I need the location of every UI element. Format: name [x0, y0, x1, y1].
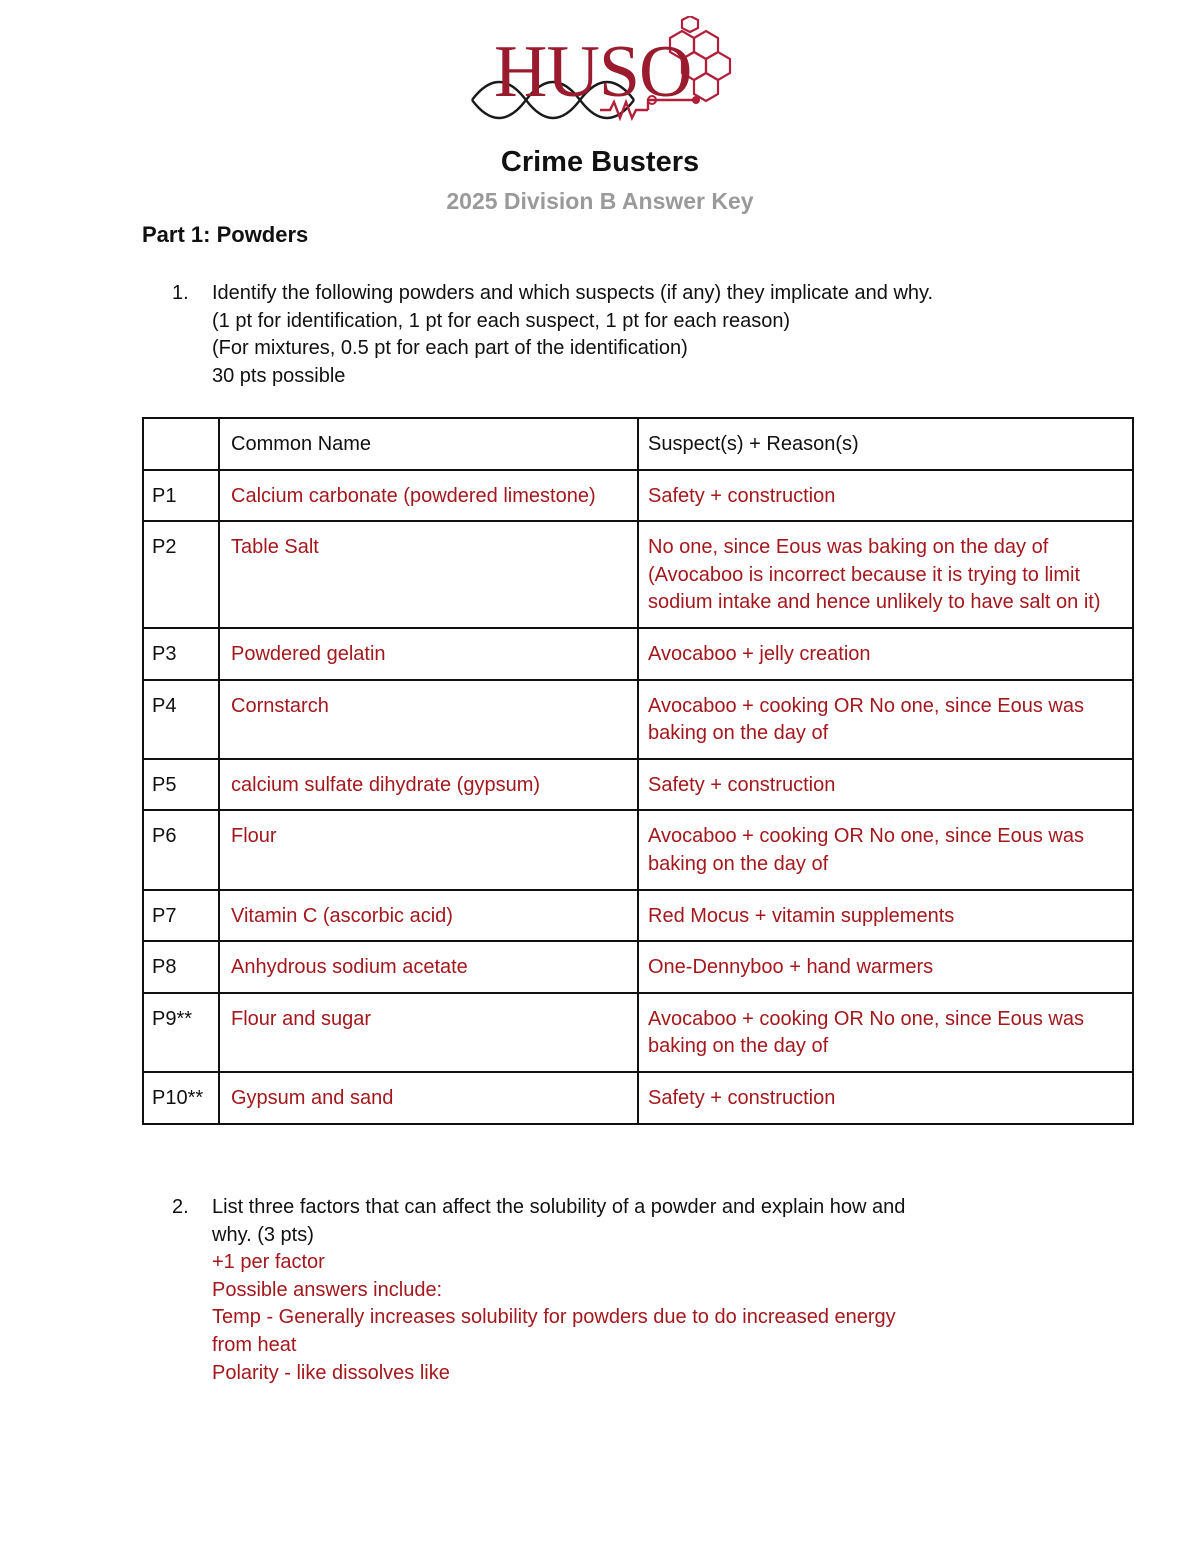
row-suspect-reason: Safety + construction	[638, 759, 1133, 811]
row-suspect-reason: Safety + construction	[638, 470, 1133, 522]
question-2-prompt-line-2: why. (3 pts)	[212, 1223, 314, 1246]
row-common-name: Cornstarch	[219, 680, 638, 759]
table-row	[143, 890, 1133, 942]
row-suspect-reason: Red Mocus + vitamin supplements	[638, 890, 1133, 942]
header-common-name: Common Name	[219, 418, 638, 470]
row-common-name: calcium sulfate dihydrate (gypsum)	[219, 759, 638, 811]
powder-table	[142, 417, 1134, 1125]
table-row	[143, 941, 1133, 993]
question-1-total-points: 30 pts possible	[212, 364, 346, 387]
row-common-name: Vitamin C (ascorbic acid)	[219, 890, 638, 942]
huso-logo	[470, 16, 732, 126]
row-suspect-reason: One-Dennyboo + hand warmers	[638, 941, 1133, 993]
table-header-row	[143, 418, 1133, 470]
table-row	[143, 759, 1133, 811]
document-title: Crime Busters	[500, 146, 700, 178]
document-subtitle: 2025 Division B Answer Key	[446, 188, 754, 214]
question-1-number: 1.	[172, 282, 189, 304]
row-id: P1	[143, 470, 219, 522]
row-suspect-reason: Avocaboo + jelly creation	[638, 628, 1133, 680]
row-suspect-reason: Safety + construction	[638, 1072, 1133, 1124]
row-id: P10**	[143, 1072, 219, 1124]
row-common-name: Flour and sugar	[219, 993, 638, 1072]
table-row	[143, 470, 1133, 522]
row-common-name: Flour	[219, 810, 638, 889]
question-2-prompt-line-1: List three factors that can affect the solubility of a powder and explain how and	[212, 1196, 906, 1218]
question-2-number: 2.	[172, 1196, 189, 1218]
row-suspect-reason: No one, since Eous was baking on the day of (Avocaboo is incorrect because it is trying to limit sodium intake and hence unlikely to have salt on it)	[638, 521, 1133, 628]
question-1-prompt: Identify the following powders and which suspects (if any) they implicate and why.	[212, 282, 934, 304]
row-common-name: Table Salt	[219, 521, 638, 628]
row-id: P3	[143, 628, 219, 680]
row-id: P2	[143, 521, 219, 628]
question-2-answer-temp: Temp - Generally increases solubility for powders due to do increased energy	[212, 1306, 896, 1329]
table-row	[143, 810, 1133, 889]
question-2-answer-polarity: Polarity - like dissolves like	[212, 1361, 450, 1384]
row-common-name: Anhydrous sodium acetate	[219, 941, 638, 993]
table-row	[143, 993, 1133, 1072]
question-2-answer-scoring: +1 per factor	[212, 1251, 325, 1274]
table-row	[143, 628, 1133, 680]
row-id: P5	[143, 759, 219, 811]
question-2-answer-intro: Possible answers include:	[212, 1278, 443, 1301]
logo-wordmark: HUSO	[494, 31, 692, 113]
row-common-name: Calcium carbonate (powdered limestone)	[219, 470, 638, 522]
row-suspect-reason: Avocaboo + cooking OR No one, since Eous was baking on the day of	[638, 680, 1133, 759]
row-id: P8	[143, 941, 219, 993]
row-suspect-reason: Avocaboo + cooking OR No one, since Eous was baking on the day of	[638, 810, 1133, 889]
table-row	[143, 1072, 1133, 1124]
row-id: P9**	[143, 993, 219, 1072]
row-suspect-reason: Avocaboo + cooking OR No one, since Eous was baking on the day of	[638, 993, 1133, 1072]
question-1-mixture-line: (For mixtures, 0.5 pt for each part of the identification)	[212, 337, 688, 360]
row-common-name: Powdered gelatin	[219, 628, 638, 680]
question-2-answer-temp-cont: from heat	[212, 1333, 297, 1356]
row-id: P7	[143, 890, 219, 942]
row-id: P6	[143, 810, 219, 889]
row-id: P4	[143, 680, 219, 759]
header-suspects: Suspect(s) + Reason(s)	[638, 418, 1133, 470]
row-common-name: Gypsum and sand	[219, 1072, 638, 1124]
section-heading: Part 1: Powders	[142, 222, 309, 247]
question-1-scoring-line: (1 pt for identification, 1 pt for each suspect, 1 pt for each reason)	[212, 309, 791, 332]
table-row	[143, 680, 1133, 759]
table-row	[143, 521, 1133, 628]
header-id	[143, 418, 219, 470]
